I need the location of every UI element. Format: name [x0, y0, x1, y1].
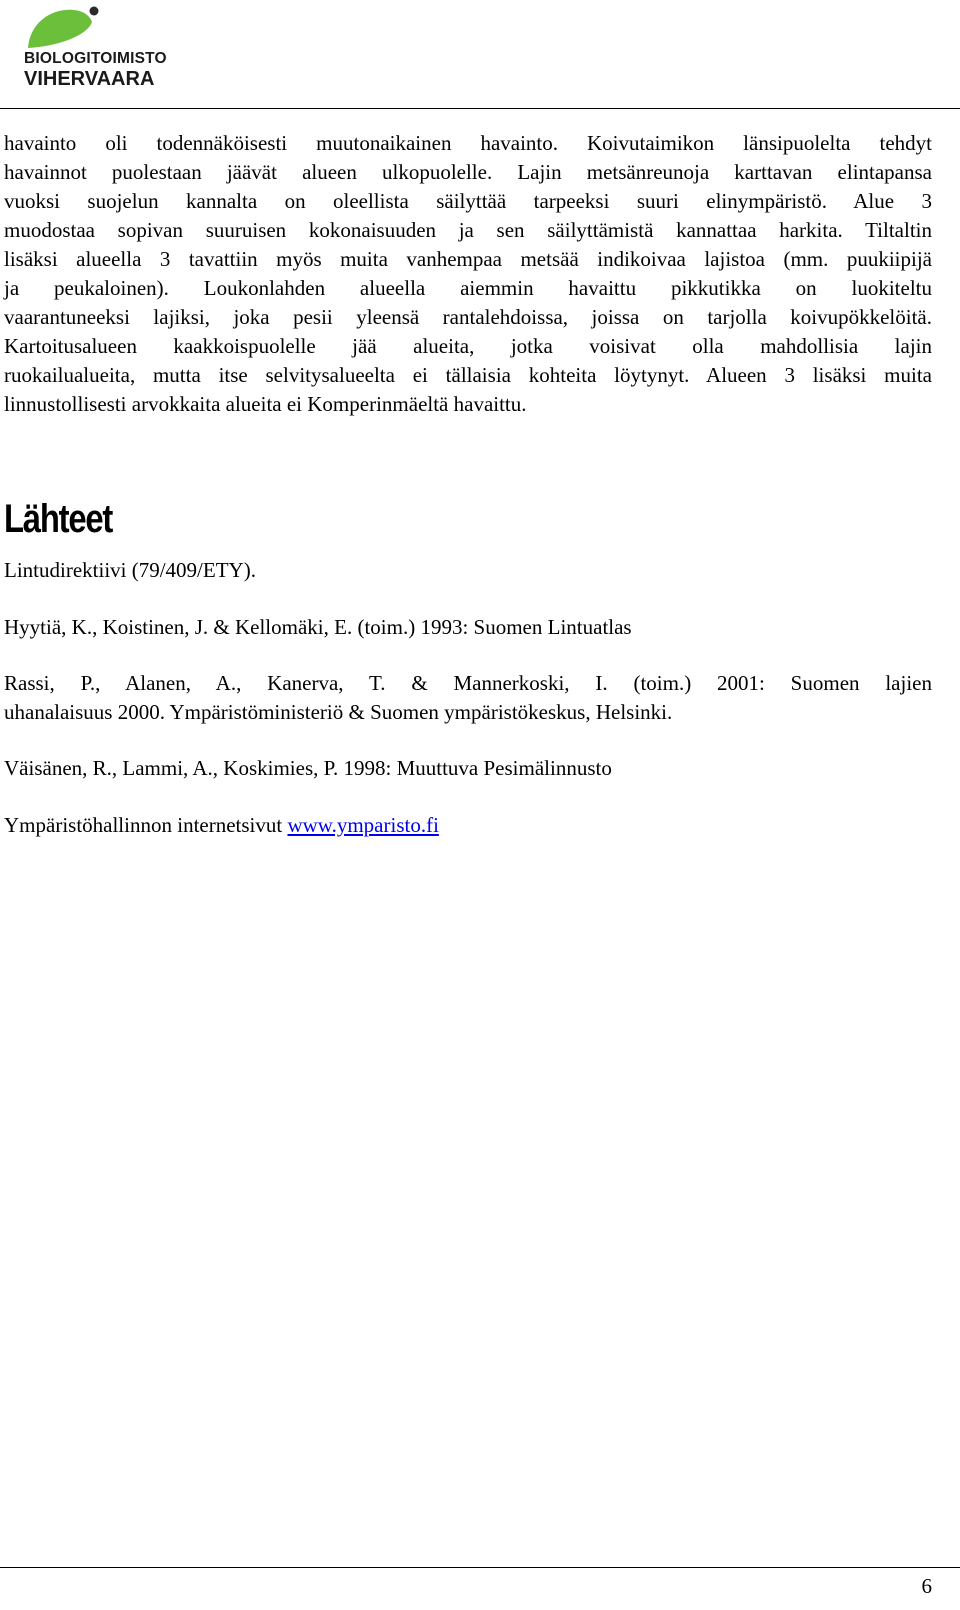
- body-line: linnustollisesti arvokkaita alueita ei Komperinmäeltä havaittu.: [4, 392, 527, 416]
- body-line: lisäksi alueella 3 tavattiin myös muita vanhempaa metsää indikoivaa lajistoa (mm. puukiipijä: [4, 247, 932, 271]
- body-line: ruokailualueita, mutta itse selvitysalueelta ei tällaisia kohteita löytynyt. Alueen 3 lisäksi muita: [4, 363, 932, 387]
- web-reference-line: [4, 811, 932, 840]
- reference-line: uhanalaisuus 2000. Ympäristöministeriö & Suomen ympäristökeskus, Helsinki.: [4, 700, 673, 724]
- reference-line: Rassi, P., Alanen, A., Kanerva, T. & Mannerkoski, I. (toim.) 2001: Suomen lajien: [4, 671, 932, 695]
- body-line: vaarantuneeksi lajiksi, joka pesii yleensä rantalehdoissa, joissa on tarjolla koivupökkelöitä.: [4, 305, 932, 329]
- page-number: 6: [921, 1574, 932, 1598]
- body-line: ja peukaloinen). Loukonlahden alueella aiemmin havaittu pikkutikka on luokiteltu: [4, 276, 932, 300]
- website-link[interactable]: www.ymparisto.fi: [287, 813, 439, 837]
- reference-item: [4, 669, 932, 727]
- body-line: vuoksi suojelun kannalta on oleellista säilyttää tarpeeksi suuri elinympäristö. Alue 3: [4, 189, 932, 213]
- body-line: havainnot puolestaan jäävät alueen ulkopuolelle. Lajin metsänreunoja karttavan elintapansa: [4, 160, 932, 184]
- reference-line: Hyytiä, K., Koistinen, J. & Kellomäki, E. (toim.) 1993: Suomen Lintuatlas: [4, 615, 632, 639]
- leaf-logo-icon: [22, 4, 122, 54]
- reference-item: [4, 754, 932, 783]
- reference-line: Lintudirektiivi (79/409/ETY).: [4, 558, 256, 582]
- body-line: havainto oli todennäköisesti muutonaikainen havainto. Koivutaimikon länsipuolelta tehdyt: [4, 131, 932, 155]
- body-paragraph: [4, 129, 932, 419]
- reference-item: [4, 556, 932, 585]
- web-reference-text: Ympäristöhallinnon internetsivut: [4, 813, 283, 837]
- footer-divider: [0, 1567, 960, 1568]
- body-line: Kartoitusalueen kaakkoispuolelle jää alueita, jotka voisivat olla mahdollisia lajin: [4, 334, 932, 358]
- body-line: muodostaa sopivan suuruisen kokonaisuuden ja sen säilyttämistä kannattaa harkita. Tiltaltin: [4, 218, 932, 242]
- company-logo: [22, 4, 172, 94]
- reference-line: Väisänen, R., Lammi, A., Koskimies, P. 1998: Muuttuva Pesimälinnusto: [4, 756, 612, 780]
- header-divider: [0, 108, 960, 109]
- logo-text-line2: VIHERVAARA: [24, 68, 155, 90]
- reference-item: [4, 613, 932, 642]
- sources-heading: Lähteet: [4, 497, 113, 541]
- logo-text-line1: BIOLOGITOIMISTO: [24, 50, 167, 67]
- web-reference: [4, 811, 932, 840]
